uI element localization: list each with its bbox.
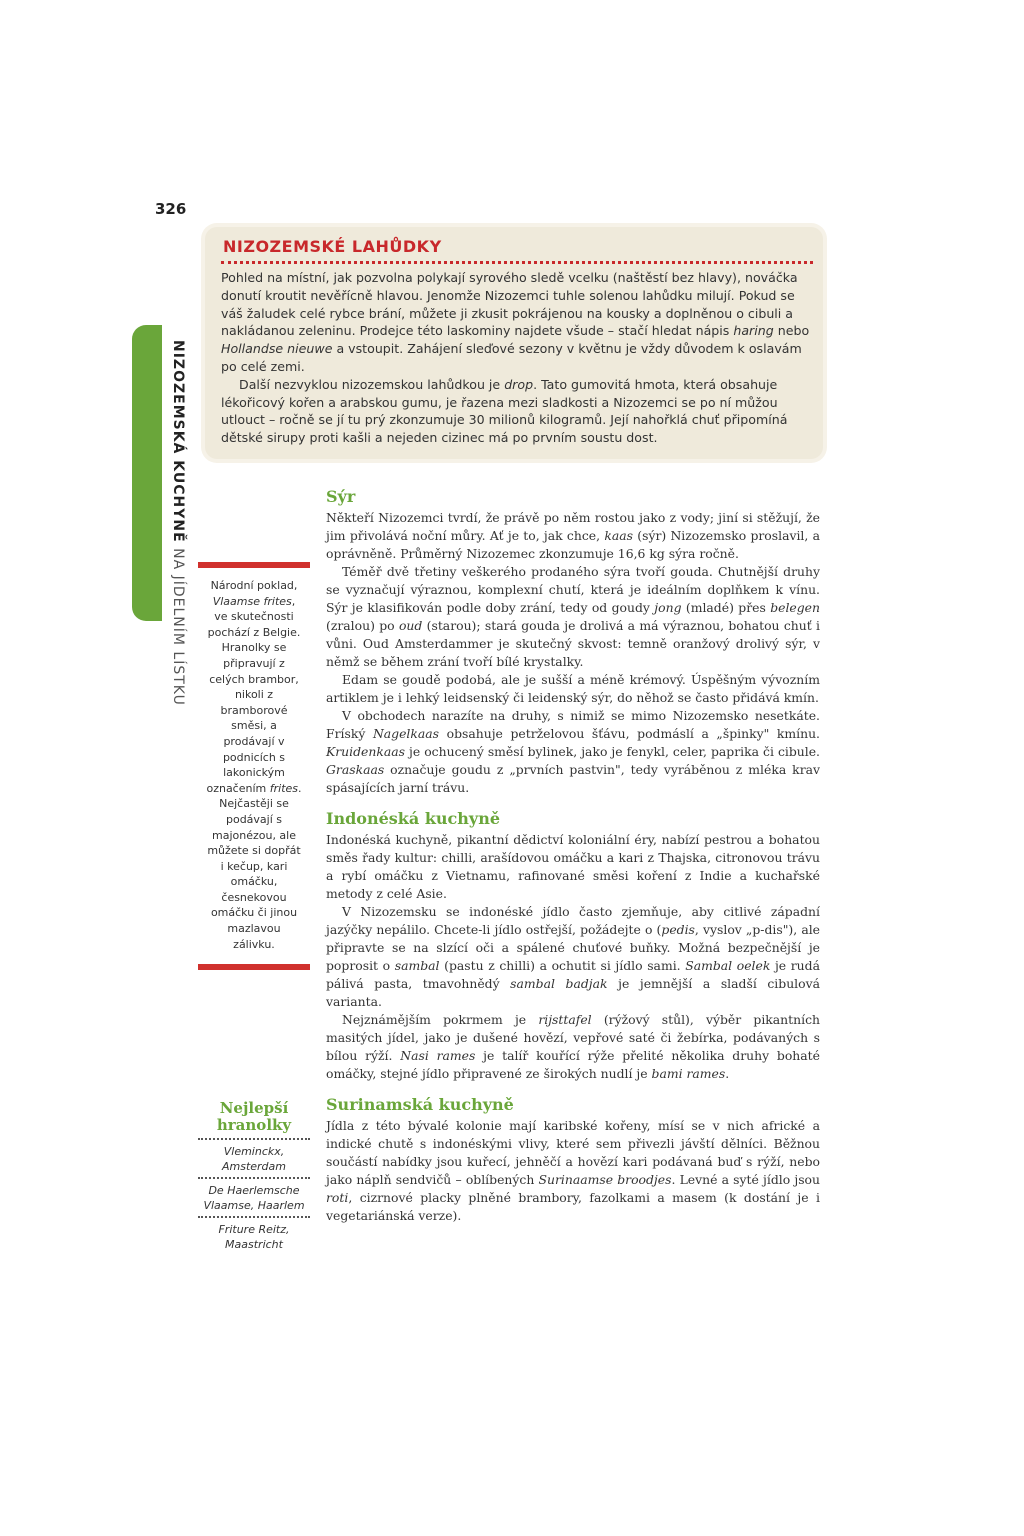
text-run-italic: Graskaas — [326, 762, 385, 777]
text-run: označuje goudu z „prvních pastvin", tedy vyráběnou z mléka krav spásajících jarní trávu. — [326, 762, 820, 795]
feature-box — [205, 227, 823, 459]
text-run: . — [725, 1066, 730, 1081]
text-run: , cizrnové placky plněné brambory, fazolkami a masem (k dostání je i vegetariánská verze). — [326, 1190, 820, 1223]
section-heading: Indonéská kuchyně — [326, 809, 501, 828]
fries-item-line: Vleminckx, — [223, 1145, 285, 1158]
chapter-title-rest: NA JÍDELNÍM LÍSTKU — [170, 542, 186, 706]
text-run: Národní poklad, — [210, 579, 298, 592]
main-column — [326, 487, 820, 1237]
sidebar-note-text — [198, 578, 310, 952]
paragraph — [326, 509, 820, 563]
text-run: Někteří Nizozemci tvrdí, že právě po něm rostou jako z vody; jiní si stěžují, že jim přivolává noční můry. Ať je to, jak chce, — [326, 510, 820, 543]
text-run-italic: Vlaamse frites — [212, 594, 292, 608]
text-run: Jídla z této bývalé kolonie mají karibské kořeny, mísí se v nich africké a indické chutě s indonéskými vlivy, které sem přivezli jávští dělníci. Běžnou součástí nabídky jsou kuřecí, jehněčí a hovězí kari podávaná buď s rýží, nebo jako náplň sendvičů – oblíbených — [326, 1118, 820, 1187]
chapter-tab — [132, 325, 162, 621]
paragraph — [326, 707, 820, 797]
text-run-italic: oud — [398, 618, 423, 633]
text-run-italic: Hollandse nieuwe — [221, 341, 333, 357]
text-run: je ochucený směsí bylinek, jako je fenykl, celer, paprika či cibule. — [405, 744, 820, 759]
paragraph — [326, 563, 820, 671]
feature-box-body — [221, 269, 811, 447]
text-run: obsahuje petrželovou šťávu, podmáslí a „špinky" kmínu. — [439, 726, 820, 741]
best-fries-item — [198, 1179, 310, 1218]
text-run-italic: Nagelkaas — [372, 726, 440, 741]
fries-item-line: De Haerlemsche — [208, 1184, 300, 1197]
text-run-italic: Kruidenkaas — [326, 744, 406, 759]
feature-box-divider — [221, 261, 813, 264]
paragraph: Indonéská kuchyně, pikantní dědictví koloniální éry, nabízí pestrou a bohatou směs řady kultur: chilli, arašídovou omáčku a kari z Thajska, citronovou trávu a rybí omáčku z Vietnamu, rafinované směsi koření z Indie a kuchařské metody z celé Asie. — [326, 832, 820, 901]
section-indonesian — [326, 809, 820, 1083]
section-heading: Surinamská kuchyně — [326, 1095, 514, 1114]
text-run-italic: frites — [269, 781, 299, 795]
text-run-italic: roti — [326, 1190, 349, 1205]
sidebar-note — [198, 562, 310, 970]
paragraph — [326, 903, 820, 1011]
page-number: 326 — [155, 200, 187, 218]
text-run-italic: Nasi rames — [400, 1048, 476, 1063]
text-run: je rudá pálivá pasta, tmavohnědý — [326, 958, 820, 991]
text-run: . Nejčastěji se podávají s majonézou, ale můžete si dopřát i kečup, kari omáčku, česnekovou omáčku či jinou mazlavou zálivku. — [207, 781, 302, 951]
feature-paragraph — [221, 376, 811, 447]
text-run: je talíř kouřící rýže přelité několika druhy bohaté omáčky, stejné jídlo připravené ze širokých nudlí je — [326, 1048, 820, 1081]
text-run: a vstoupit. Zahájení sleďové sezony v květnu je vždy důvodem k oslavám po celé zemi. — [221, 341, 802, 374]
text-run: (zralou) po — [326, 618, 399, 633]
paragraph — [326, 1011, 820, 1083]
best-fries-list — [198, 1100, 310, 1255]
best-fries-item — [198, 1140, 310, 1179]
text-run-italic: kaas — [604, 528, 633, 543]
text-run: . Levné a syté jídlo jsou — [671, 1172, 820, 1187]
fries-item-line: Maastricht — [225, 1238, 283, 1251]
text-run-italic: sambal badjak — [510, 976, 608, 991]
text-run: . Tato gumovitá hmota, která obsahuje lékořicový kořen a arabskou gumu, je řazena mezi sladkosti a Nizozemci se po ní můžou utlouct – ročně se jí tu prý zkonzumuje 30 milionů kilogramů. Její nahořklá chuť připomíná dětské sirupy proti kašli a nejeden cizinec má po prvním soustu dost. — [221, 376, 788, 446]
text-run: , ve skutečnosti pochází z Belgie. Hranolky se připravují z celých brambor, nikoli z bramborové směsi, a prodávají v podnicích s lakonickým označením — [206, 594, 301, 795]
text-run: Nejznámějším pokrmem je — [342, 1012, 539, 1027]
feature-paragraph — [221, 269, 811, 376]
text-run: (rýžový stůl), výběr pikantních masitých jídel, jako je dušené hovězí, vepřové saté či žebírka, podávaných s bílou rýží. — [326, 1012, 820, 1063]
text-run-italic: sambal — [394, 958, 440, 973]
fries-item-line: Amsterdam — [221, 1160, 286, 1173]
best-fries-title: Nejlepší hranolky — [198, 1100, 310, 1140]
text-run: , vyslov „p-dis"), ale připravte se na slzící oči a spálené chuťové buňky. Možná bezpečnější je poprosit o — [326, 922, 821, 973]
text-run-italic: pedis — [661, 922, 695, 937]
paragraph: Edam se goudě podobá, ale je sušší a méně krémový. Úspěšným vývozním artiklem je i lehký leidsenský či leidenský sýr, do něhož se často přidává kmín. — [326, 672, 820, 705]
text-run: (mladé) přes — [681, 600, 771, 615]
text-run-italic: Surinaamse broodjes — [538, 1172, 672, 1187]
section-heading: Sýr — [326, 487, 356, 506]
text-run: (starou); stará gouda je drolivá a má výraznou, bohatou chuť i vůni. Oud Amsterdammer je skutečný skvost: temně oranžový drolivý sýr, v němž se během zrání tvoří bílé krystalky. — [326, 618, 820, 669]
fries-item-line: Friture Reitz, — [218, 1223, 290, 1236]
text-run: je jemnější a sladší cibulová varianta. — [326, 976, 820, 1009]
chapter-title-bold: NIZOZEMSKÁ KUCHYNĚ — [170, 340, 186, 543]
text-run-italic: drop — [504, 376, 534, 392]
text-run: Pohled na místní, jak pozvolna polykají syrového sledě vcelku (naštěstí bez hlavy), nováčka donutí kroutit nevěřícně hlavou. Jenomže Nizozemci tuhle solenou lahůdku milují. Pokud se váš žaludek celé rybce brání, můžete ji zkusit pokrájenou na kousky a doplněnou o cibuli a nakládanou zeleninu. Prodejce této laskominy najdete všude – stačí hledat nápis — [221, 270, 798, 339]
text-run-italic: rijsttafel — [538, 1012, 592, 1027]
section-cheese — [326, 487, 820, 797]
best-fries-item — [198, 1218, 310, 1255]
paragraph — [326, 1117, 820, 1225]
text-run: Další nezvyklou nizozemskou lahůdkou je — [239, 376, 505, 392]
text-run-italic: haring — [733, 323, 774, 339]
text-run: V obchodech narazíte na druhy, s nimiž se mimo Nizozemsko nesetkáte. Fríský — [326, 708, 820, 741]
text-run: (pastu z chilli) a ochutit si jídlo sami. — [439, 958, 686, 973]
text-run-italic: jong — [654, 600, 682, 615]
text-run-italic: Sambal oelek — [685, 958, 771, 973]
text-run-italic: belegen — [770, 600, 820, 615]
section-surinamese — [326, 1095, 820, 1225]
text-run-italic: bami rames — [651, 1066, 726, 1081]
chapter-title — [162, 340, 186, 720]
text-run: nebo — [773, 323, 810, 339]
text-run: (sýr) Nizozemsko proslavil, a oprávněně. Průměrný Nizozemec zkonzumuje 16,6 kg sýra ročně. — [326, 528, 820, 561]
feature-box-title: NIZOZEMSKÉ LAHŮDKY — [223, 237, 442, 256]
text-run: V Nizozemsku se indonéské jídlo často zjemňuje, aby citlivé západní jazýčky nepálilo. Chcete-li jídlo ostřejší, požádejte o ( — [326, 904, 820, 937]
text-run: Téměř dvě třetiny veškerého prodaného sýra tvoří gouda. Chutnější druhy se vyznačují výraznou, komplexní chutí, která je ideálním doplňkem k vínu. Sýr je klasifikován podle doby zrání, tedy od goudy — [326, 564, 820, 615]
fries-item-line: Vlaamse, Haarlem — [203, 1199, 305, 1212]
